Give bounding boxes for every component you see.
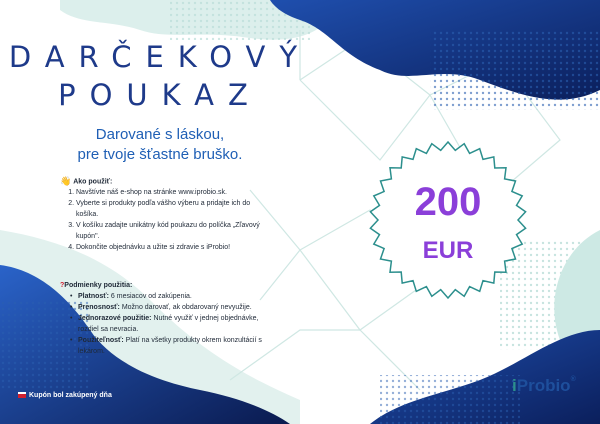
conditions-section — [60, 280, 265, 357]
voucher-amount: 200 — [414, 180, 482, 224]
dot-pattern-top-right — [430, 30, 600, 110]
logo-name: Probio — [516, 376, 571, 395]
condition-item-1 — [70, 291, 265, 302]
title-line-1: DARČEKOVÝ — [8, 40, 312, 74]
subtitle-line-2: pre tvoje šťastné bruško. — [77, 146, 243, 163]
iprobio-logo — [512, 376, 576, 396]
condition-item-2 — [70, 302, 265, 313]
how-to-steps — [60, 187, 270, 253]
dot-pattern-bottom-right — [380, 375, 520, 424]
condition-item-3 — [70, 313, 265, 335]
how-to-step-4 — [76, 242, 270, 253]
how-to-step-2 — [76, 198, 270, 220]
how-to-step-4-text: Dokončite objednávku a užite si zdravie s iProbio! — [76, 244, 231, 252]
how-to-heading — [60, 176, 270, 187]
condition-text-3: Nutné využiť v jednej objednávke, rozdiel sa nevracia. — [78, 315, 259, 333]
voucher-currency: EUR — [422, 237, 474, 264]
subtitle-line-1: Darované s láskou, — [95, 126, 225, 143]
condition-label-3: Jednorazové použitie: — [78, 315, 152, 322]
logo-trademark: ® — [570, 376, 576, 383]
how-to-section — [60, 176, 270, 253]
condition-label-1: Platnosť: — [78, 293, 109, 300]
condition-text-4: Platí na všetky produkty okrem konzultácií s lekárom. — [78, 337, 262, 355]
purchase-date-label — [18, 392, 112, 399]
condition-text-1: 6 mesiacov od zakúpenia. — [110, 293, 192, 300]
conditions-heading-text: Podmienky použitia: — [64, 282, 133, 289]
question-mark-icon: ? — [60, 282, 65, 289]
how-to-heading-text: Ako použiť: — [73, 178, 113, 186]
slovak-flag-icon — [18, 392, 26, 398]
conditions-list — [60, 291, 265, 357]
how-to-step-3-text: V košíku zadajte unikátny kód poukazu do políčka „Zľavový kupón". — [76, 222, 260, 241]
condition-label-2: Prenosnosť: — [78, 304, 120, 311]
how-to-step-1 — [76, 187, 270, 198]
how-to-step-1-text: Navštívte náš e-shop na stránke www.iprobio.sk. — [76, 189, 227, 197]
conditions-heading — [60, 280, 265, 291]
how-to-step-3 — [76, 220, 270, 242]
waving-hand-icon: 👋 — [60, 176, 72, 186]
logo-prefix: i — [512, 376, 517, 395]
condition-item-4 — [70, 335, 265, 357]
how-to-step-2-text: Vyberte si produkty podľa vášho výberu a pridajte ich do košíka. — [76, 200, 251, 219]
title-line-2: POUKAZ — [58, 78, 262, 112]
condition-text-2: Možno darovať, ak obdarovaný nevyužije. — [121, 304, 252, 311]
purchase-date-text: Kupón bol zakúpený dňa — [29, 392, 112, 399]
condition-label-4: Použiteľnosť: — [78, 337, 124, 344]
